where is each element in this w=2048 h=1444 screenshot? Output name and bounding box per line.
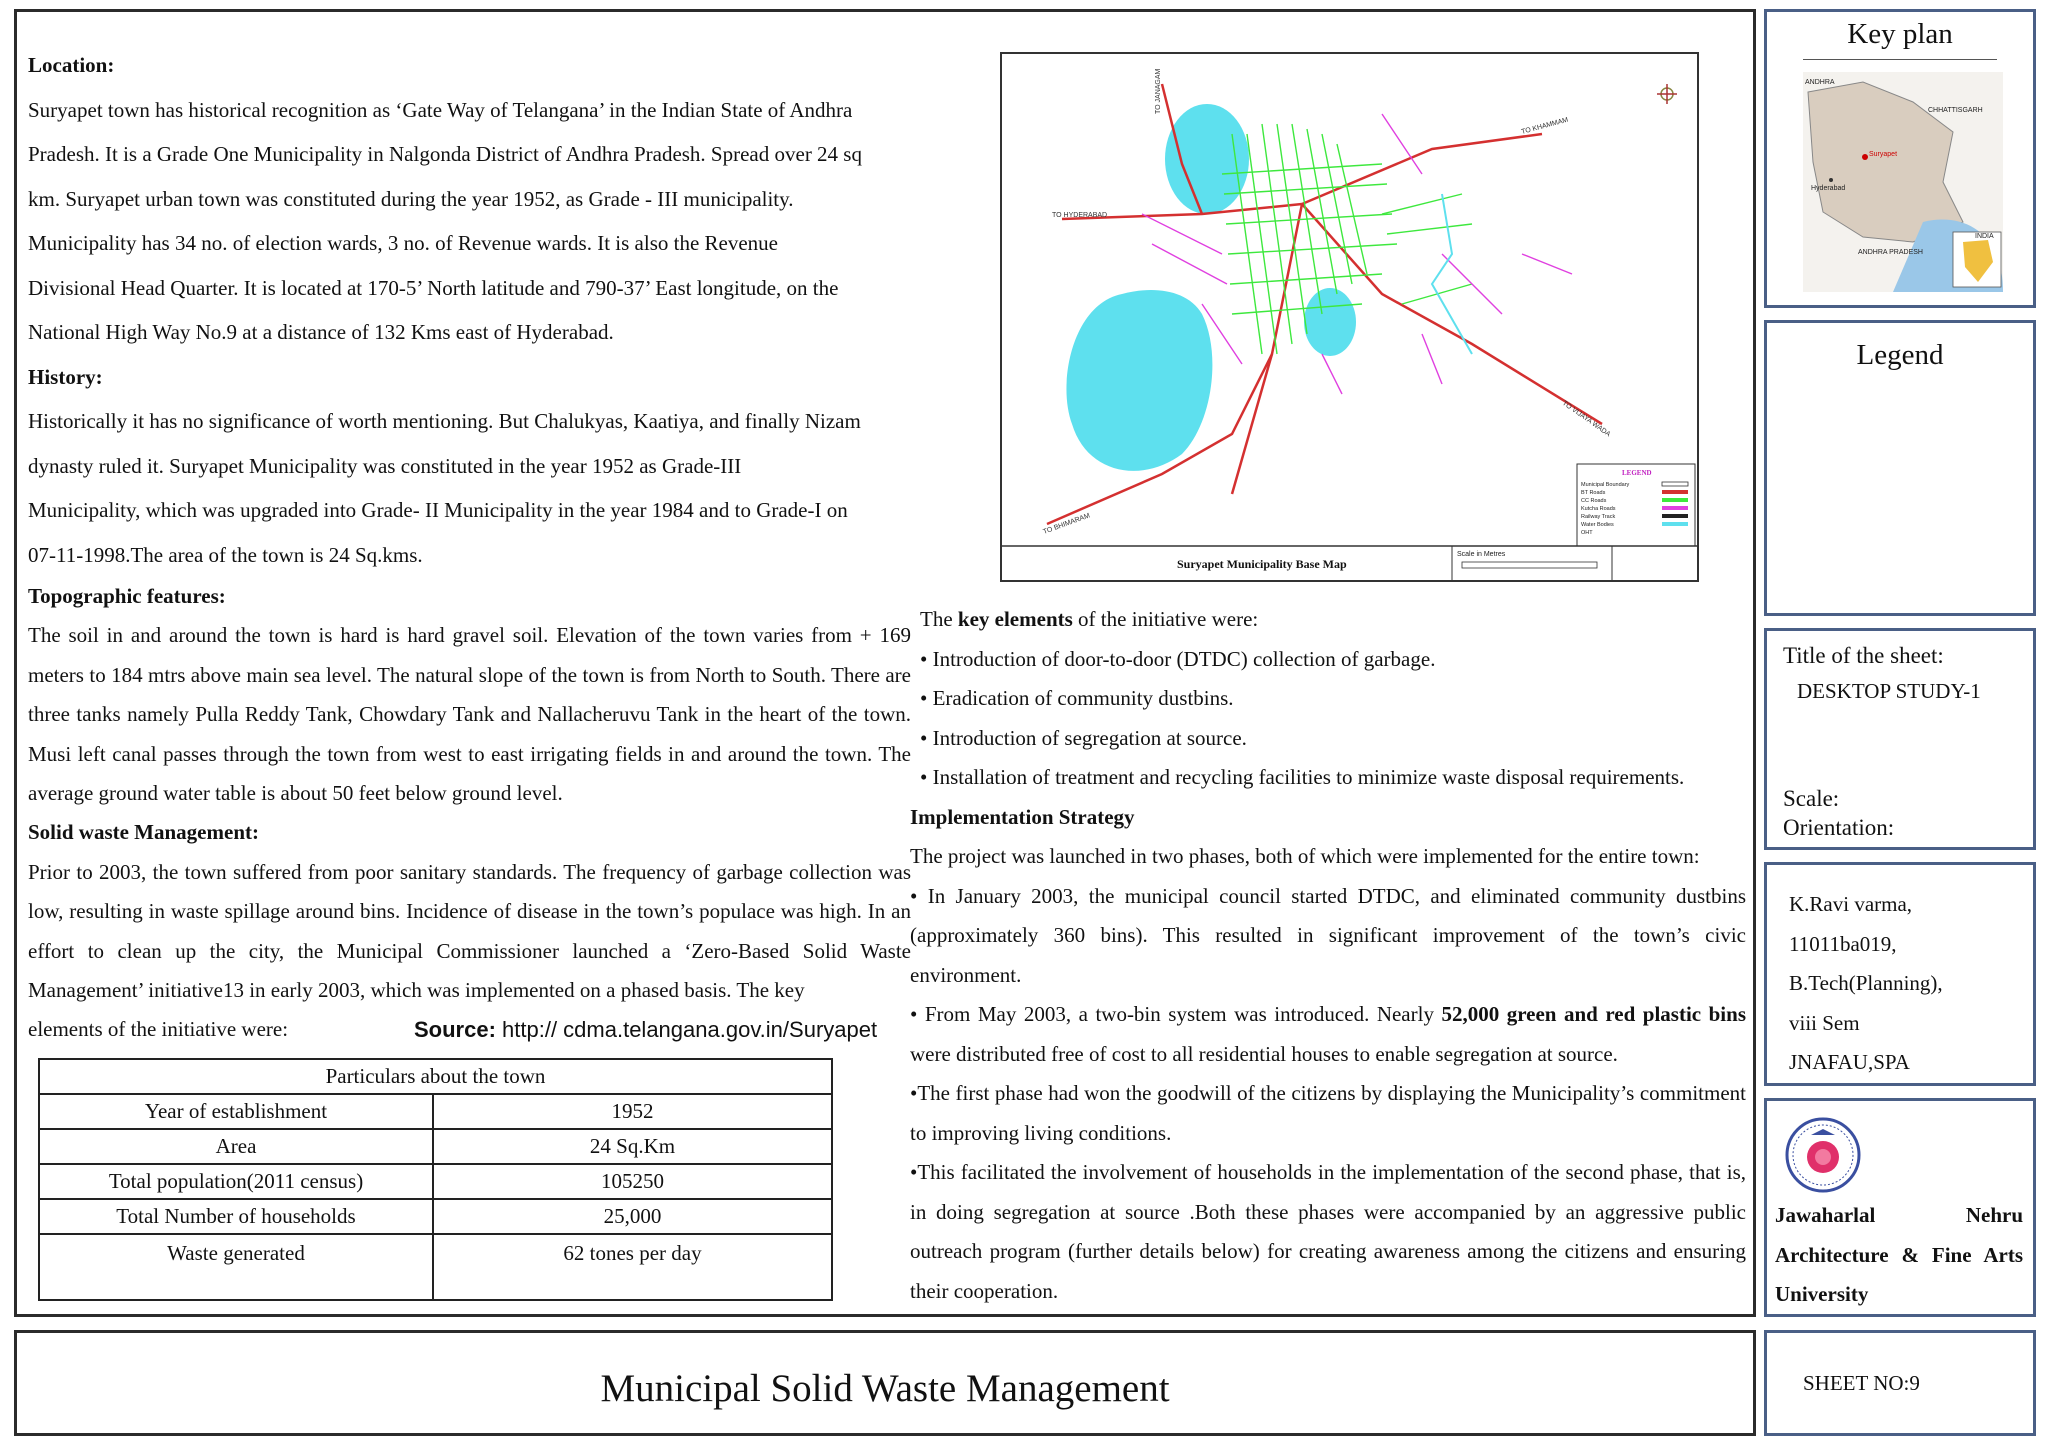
- sheet-title-panel: [1764, 628, 2036, 850]
- map-legend-item: Water Bodies: [1581, 522, 1614, 528]
- source-url: http:// cdma.telangana.gov.in/Suryapet: [495, 1017, 878, 1042]
- road-label: TO JANAGAM: [1155, 68, 1162, 114]
- road-label: TO BHIMARAM: [1042, 512, 1091, 536]
- solid-waste-last-line: elements of the initiative were:: [28, 1017, 289, 1042]
- map-legend: [1577, 464, 1695, 546]
- point-text: were distributed free of cost to all residential houses to enable segregation at source.: [910, 1041, 1618, 1066]
- author-panel: [1764, 862, 2036, 1086]
- key-plan-map: [1803, 72, 2003, 292]
- particulars-table: [38, 1058, 833, 1301]
- university-line: Jawaharlal Nehru: [1775, 1203, 2023, 1227]
- map-legend-item: Municipal Boundary: [1581, 482, 1630, 488]
- bullet-item: • Eradication of community dustbins.: [920, 686, 1234, 710]
- implementation-point: •The first phase had won the goodwill of the citizens by displaying the Municipality’s commitment to improving living conditions.: [910, 1081, 1746, 1145]
- water-body: [1165, 104, 1249, 214]
- map-legend-item: Railway Track: [1581, 514, 1616, 520]
- history-line: 07-11-1998.The area of the town is 24 Sq.kms.: [28, 542, 423, 567]
- table-row: [39, 1199, 832, 1234]
- base-map-drawing: [1002, 54, 1697, 580]
- table-cell-value: 25,000: [433, 1199, 832, 1234]
- orientation-label: Orientation:: [1783, 815, 1895, 840]
- author-details: [1789, 885, 1943, 1083]
- author-line: 11011ba019,: [1789, 931, 1897, 956]
- key-plan-label: Hyderabad: [1811, 185, 1846, 192]
- table-row: [39, 1164, 832, 1199]
- table-row: [39, 1234, 832, 1300]
- sheet-title-label: Title of the sheet:: [1783, 643, 1944, 668]
- location-line: Suryapet town has historical recognition as ‘Gate Way of Telangana’ in the Indian State of Andhra: [28, 97, 853, 122]
- left-column: [28, 43, 908, 577]
- implementation-intro: The project was launched in two phases, both of which were implemented for the entire town:: [910, 844, 1700, 868]
- table-cell-value: 1952: [433, 1094, 832, 1129]
- table-cell-value: 24 Sq.Km: [433, 1129, 832, 1164]
- left-column-lower: [28, 577, 911, 1050]
- topographic-heading: Topographic features:: [28, 584, 226, 608]
- map-caption: Suryapet Municipality Base Map: [1177, 557, 1347, 571]
- history-line: Municipality, which was upgraded into Grade- II Municipality in the year 1984 and to Grade-I on: [28, 498, 848, 522]
- source-note: [414, 1017, 877, 1043]
- bullet-item: • Installation of treatment and recycling facilities to minimize waste disposal requirements.: [920, 765, 1685, 789]
- table-row: [39, 1094, 832, 1129]
- key-plan-panel: [1764, 9, 2036, 308]
- map-legend-item: Kutcha Roads: [1581, 506, 1616, 512]
- history-line: Historically it has no significance of worth mentioning. But Chalukyas, Kaatiya, and finally Nizam: [28, 409, 861, 433]
- history-line: dynasty ruled it. Suryapet Municipality was constituted in the year 1952 as Grade-III: [28, 453, 742, 478]
- key-plan-title: Key plan: [1847, 18, 1953, 50]
- topographic-text: The soil in and around the town is hard is hard gravel soil. Elevation of the town varies from + 169 meters to 184 mtrs above main sea level. The natural slope of the town is from North to South. There are three tanks namely Pulla Reddy Tank, Chowdary Tank and Nallacheruvu Tank in the heart of the town. Musi left canal passes through the town from west to east irrigating fields in and around the town. The average ground water table is about 50 feet below ground level.: [28, 623, 911, 806]
- key-plan-label: ANDHRA: [1805, 79, 1835, 86]
- key-plan-label: ANDHRA PRADESH: [1858, 249, 1923, 256]
- history-heading: History:: [28, 364, 103, 389]
- author-line: B.Tech(Planning),: [1789, 971, 1943, 995]
- legend-title: Legend: [1856, 339, 1944, 371]
- key-elements-intro: [910, 600, 1746, 640]
- key-plan-label: Suryapet: [1869, 151, 1898, 158]
- implementation-heading: Implementation Strategy: [910, 804, 1135, 829]
- right-column: [910, 600, 1746, 1311]
- table-cell-label: Total population(2011 census): [39, 1164, 433, 1199]
- north-arrow-icon: [1657, 84, 1677, 104]
- sheet-title-value: DESKTOP STUDY-1: [1797, 679, 1981, 703]
- canal: [1432, 194, 1472, 354]
- location-heading: Location:: [28, 53, 115, 77]
- map-legend-item: CC Roads: [1581, 498, 1607, 504]
- table-cell-label: Total Number of households: [39, 1199, 433, 1234]
- university-logo-icon: [1783, 1115, 1863, 1195]
- sheet-number-panel: [1764, 1330, 2036, 1436]
- point-bold: 52,000 green and red plastic bins: [1441, 1002, 1746, 1026]
- key-plan-label: CHHATTISGARH: [1928, 107, 1983, 114]
- legend-panel: [1764, 320, 2036, 616]
- map-legend-title: LEGEND: [1622, 469, 1652, 477]
- implementation-point: • In January 2003, the municipal council started DTDC, and eliminated community dustbins (approximately 360 bins). This resulted in significant improvement of the town’s civic environment.: [910, 883, 1746, 987]
- scale-label: Scale:: [1783, 786, 1840, 811]
- water-body: [1066, 290, 1212, 471]
- author-line: viii Sem: [1789, 1010, 1860, 1035]
- location-line: Divisional Head Quarter. It is located at 170-5’ North latitude and 790-37’ East longitude, on the: [28, 275, 839, 300]
- water-body: [1304, 288, 1356, 356]
- location-line: Municipality has 34 no. of election wards, 3 no. of Revenue wards. It is also the Revenue: [28, 231, 778, 255]
- table-cell-value: 105250: [433, 1164, 832, 1199]
- divider: [1803, 59, 1997, 60]
- implementation-point: •This facilitated the involvement of households in the implementation of the second phase, that is, in doing segregation at source .Both these phases were accompanied by an aggressive public outreach program (further details below) for creating awareness among the citizens and ensuring their cooperation.: [910, 1160, 1746, 1303]
- road-label: TO VIJAYA WADA: [1560, 399, 1612, 439]
- key-plan-label: INDIA: [1975, 233, 1994, 240]
- university-panel: [1764, 1098, 2036, 1317]
- location-line: km. Suryapet urban town was constituted during the year 1952, as Grade - III municipality.: [28, 186, 794, 211]
- table-cell-label: Year of establishment: [39, 1094, 433, 1129]
- location-line: National High Way No.9 at a distance of 132 Kms east of Hyderabad.: [28, 320, 614, 344]
- bullet-item: • Introduction of door-to-door (DTDC) collection of garbage.: [920, 646, 1436, 671]
- intro-text: of the initiative were:: [1072, 607, 1259, 631]
- solid-waste-heading: Solid waste Management:: [28, 820, 259, 845]
- map-legend-item: OHT: [1581, 530, 1593, 536]
- university-line: University: [1775, 1282, 1869, 1306]
- point-text: • From May 2003, a two-bin system was introduced. Nearly: [910, 1002, 1442, 1026]
- map-legend-item: BT Roads: [1581, 490, 1606, 496]
- solid-waste-text: Prior to 2003, the town suffered from poor sanitary standards. The frequency of garbage collection was low, resulting in waste spillage around bins. Incidence of disease in the town’s populace was high. In an effort to clean up the city, the Municipal Commissioner launched a ‘Zero-Based Solid Waste Management’ initiative13 in early 2003, which was implemented on a phased basis. The key: [28, 859, 911, 1003]
- location-line: Pradesh. It is a Grade One Municipality in Nalgonda District of Andhra Pradesh. Spread over 24 sq: [28, 142, 862, 166]
- footer-title-panel: [14, 1330, 1756, 1436]
- table-row: [39, 1129, 832, 1164]
- university-name: [1775, 1196, 2023, 1315]
- map-scale-bar: [1462, 562, 1597, 568]
- road-label: TO KHAMMAM: [1520, 116, 1569, 136]
- base-map: [1000, 52, 1699, 582]
- sheet-number: SHEET NO:9: [1803, 1371, 1920, 1395]
- table-cell-label: Area: [39, 1129, 433, 1164]
- university-line: Architecture & Fine Arts: [1775, 1242, 2023, 1267]
- author-line: JNAFAU,SPA: [1789, 1050, 1910, 1074]
- intro-text: The: [920, 607, 958, 631]
- map-scale-label: Scale in Metres: [1457, 551, 1506, 558]
- author-line: K.Ravi varma,: [1789, 892, 1913, 916]
- intro-bold: key elements: [957, 607, 1073, 631]
- source-label: Source:: [414, 1017, 496, 1042]
- table-cell-label: Waste generated: [39, 1234, 433, 1300]
- bullet-item: • Introduction of segregation at source.: [920, 725, 1247, 750]
- road-label: TO HYDERABAD: [1052, 212, 1108, 219]
- table-title: Particulars about the town: [39, 1059, 832, 1094]
- implementation-point: [910, 995, 1746, 1074]
- page-title: Municipal Solid Waste Management: [600, 1367, 1170, 1410]
- table-cell-value: 62 tones per day: [433, 1234, 832, 1300]
